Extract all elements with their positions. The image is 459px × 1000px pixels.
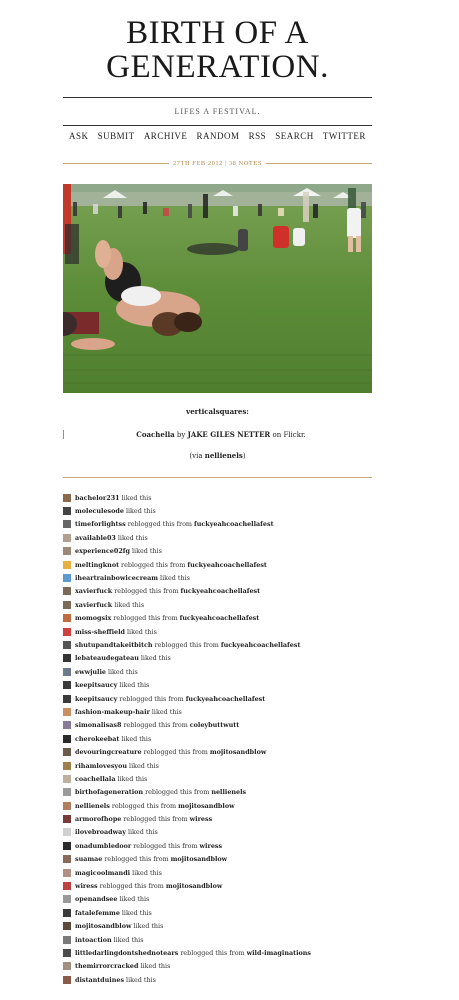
note-item xyxy=(63,652,372,665)
note-item xyxy=(63,893,372,906)
note-user-link[interactable]: ewwjulie xyxy=(75,667,106,676)
notes-list xyxy=(63,491,372,986)
note-action: liked this xyxy=(140,962,171,971)
post-via xyxy=(63,451,372,460)
note-user-link[interactable]: fatalefemme xyxy=(75,908,120,917)
note-item xyxy=(63,759,372,772)
avatar[interactable] xyxy=(63,775,71,783)
avatar[interactable] xyxy=(63,654,71,662)
note-user-link[interactable]: nellienels xyxy=(75,801,110,810)
note-item xyxy=(63,665,372,678)
note-item xyxy=(63,491,372,504)
note-user-link[interactable]: ilovebroadway xyxy=(75,828,126,837)
meta-line-right xyxy=(266,163,372,164)
note-action: reblogged this from xyxy=(154,640,219,649)
note-user-link[interactable]: wiress xyxy=(75,882,98,891)
note-action: liked this xyxy=(117,774,148,783)
avatar[interactable] xyxy=(63,681,71,689)
avatar[interactable] xyxy=(63,628,71,636)
note-action: reblogged this from xyxy=(119,694,184,703)
note-action: reblogged this from xyxy=(114,587,179,596)
note-item xyxy=(63,826,372,839)
post-caption-quote xyxy=(63,430,372,439)
post-photo[interactable] xyxy=(63,184,372,393)
note-item xyxy=(63,638,372,651)
note-action: reblogged this from xyxy=(104,855,169,864)
note-user-link[interactable]: xavierfuck xyxy=(75,600,113,609)
note-action: liked this xyxy=(129,761,159,770)
caption-author-link[interactable]: JAKE GILES NETTER xyxy=(187,430,271,439)
note-item xyxy=(63,719,372,732)
main-navigation xyxy=(63,131,372,141)
note-item xyxy=(63,678,372,691)
note-from-link[interactable]: fuckyeahcoachellafest xyxy=(194,520,274,529)
note-user-link[interactable]: iheartrainbowicecream xyxy=(75,574,159,583)
avatar[interactable] xyxy=(63,855,71,863)
note-user-link[interactable]: keepitsaucy xyxy=(75,694,118,703)
note-user-link[interactable]: intoaction xyxy=(75,935,112,944)
note-from-link[interactable]: nellienels xyxy=(211,788,247,797)
avatar[interactable] xyxy=(63,882,71,890)
avatar[interactable] xyxy=(63,708,71,716)
note-action: liked this xyxy=(126,975,156,984)
nav-twitter[interactable]: TWITTER xyxy=(322,131,366,141)
note-action: reblogged this from xyxy=(121,560,186,569)
note-from-link[interactable]: mojitosandblow xyxy=(165,882,223,891)
note-item xyxy=(63,585,372,598)
note-user-link[interactable]: magicoolmandi xyxy=(75,868,131,877)
blog-tagline: LIFES A FESTIVAL. xyxy=(174,107,261,116)
nav-search[interactable]: SEARCH xyxy=(275,131,314,141)
post-notes-count[interactable]: 38 NOTES xyxy=(228,160,262,167)
avatar[interactable] xyxy=(63,949,71,957)
note-action: liked this xyxy=(151,707,182,716)
note-action: reblogged this from xyxy=(123,815,188,824)
note-user-link[interactable]: miss-sheffield xyxy=(75,627,125,636)
note-action: liked this xyxy=(121,493,152,502)
note-user-link[interactable]: armorofhope xyxy=(75,815,122,824)
note-user-link[interactable]: shutupandtakeitbitch xyxy=(75,640,153,649)
meta-separator: | xyxy=(224,160,227,167)
note-item xyxy=(63,625,372,638)
via-user-link[interactable]: nellienels xyxy=(204,451,243,460)
note-user-link[interactable]: available03 xyxy=(75,533,116,542)
note-action: reblogged this from xyxy=(145,788,210,797)
note-action: liked this xyxy=(121,734,152,743)
note-from-link[interactable]: mojitosandblow xyxy=(170,855,228,864)
note-user-link[interactable]: littledarlingdontshednotears xyxy=(75,948,179,957)
note-from-link[interactable]: mojitosandblow xyxy=(209,748,267,757)
note-action: liked this xyxy=(140,654,171,663)
note-item xyxy=(63,960,372,973)
note-action: reblogged this from xyxy=(99,882,164,891)
nav-rss[interactable]: RSS xyxy=(248,131,267,141)
note-user-link[interactable]: fashion-makeup-hair xyxy=(75,707,150,716)
note-action: liked this xyxy=(126,627,157,636)
note-from-link[interactable]: fuckyeahcoachellafest xyxy=(180,587,261,596)
note-from-link[interactable]: mojitosandblow xyxy=(178,801,235,810)
note-from-link[interactable]: fuckyeahcoachellafest xyxy=(185,694,266,703)
note-action: reblogged this from xyxy=(113,614,178,623)
note-user-link[interactable]: keepitsaucy xyxy=(75,681,118,690)
note-item xyxy=(63,545,372,558)
note-user-link[interactable]: xavierfuck xyxy=(75,587,113,596)
avatar[interactable] xyxy=(63,668,71,676)
note-user-link[interactable]: bachelor231 xyxy=(75,493,120,502)
note-item xyxy=(63,504,372,517)
blog-title[interactable]: BIRTH OF A GENERATION. xyxy=(106,15,329,85)
note-from-link[interactable]: wiress xyxy=(189,815,213,824)
note-action: liked this xyxy=(121,908,152,917)
avatar[interactable] xyxy=(63,922,71,930)
note-action: liked this xyxy=(113,935,144,944)
note-user-link[interactable]: coachellala xyxy=(75,774,116,783)
nav-ask[interactable]: ASK xyxy=(69,131,89,141)
note-item xyxy=(63,946,372,959)
note-action: liked this xyxy=(119,895,150,904)
post-meta xyxy=(169,160,266,167)
caption-title-link[interactable]: Coachella xyxy=(136,430,175,439)
note-user-link[interactable]: experience02fg xyxy=(75,547,130,556)
meta-line-left xyxy=(63,163,169,164)
note-user-link[interactable]: mojitosandblow xyxy=(75,922,132,931)
header-divider-bottom xyxy=(63,125,372,126)
note-item xyxy=(63,571,372,584)
note-item xyxy=(63,732,372,745)
note-action: liked this xyxy=(114,600,145,609)
note-user-link[interactable]: momogsix xyxy=(75,614,112,623)
note-user-link[interactable]: cherokeebat xyxy=(75,734,120,743)
avatar[interactable] xyxy=(63,641,71,649)
note-item xyxy=(63,745,372,758)
post-date[interactable]: 27TH FEB 2012 xyxy=(173,160,223,167)
note-item xyxy=(63,518,372,531)
note-user-link[interactable]: devouringcreature xyxy=(75,748,142,757)
avatar[interactable] xyxy=(63,561,71,569)
avatar[interactable] xyxy=(63,788,71,796)
note-item xyxy=(63,705,372,718)
note-user-link[interactable]: openandsee xyxy=(75,895,118,904)
avatar[interactable] xyxy=(63,601,71,609)
note-item xyxy=(63,692,372,705)
note-from-link[interactable]: wild-imaginations xyxy=(246,948,312,957)
note-from-link[interactable]: fuckyeahcoachellafest xyxy=(187,560,267,569)
note-user-link[interactable]: timeforlightss xyxy=(75,520,126,529)
note-user-link[interactable]: lebateaudegateau xyxy=(75,654,139,663)
note-action: reblogged this from xyxy=(111,801,177,810)
avatar[interactable] xyxy=(63,869,71,877)
avatar[interactable] xyxy=(63,895,71,903)
note-item xyxy=(63,879,372,892)
avatar[interactable] xyxy=(63,494,71,502)
note-user-link[interactable]: rihamlovesyou xyxy=(75,761,128,770)
avatar[interactable] xyxy=(63,534,71,542)
avatar[interactable] xyxy=(63,614,71,622)
header-divider-top xyxy=(63,97,372,98)
note-item xyxy=(63,772,372,785)
note-user-link[interactable]: birthofageneration xyxy=(75,788,144,797)
avatar[interactable] xyxy=(63,815,71,823)
note-action: liked this xyxy=(107,667,138,676)
note-action: liked this xyxy=(117,533,148,542)
note-item xyxy=(63,906,372,919)
note-item xyxy=(63,558,372,571)
note-action: reblogged this from xyxy=(143,748,208,757)
note-action: liked this xyxy=(133,922,164,931)
note-user-link[interactable]: suamae xyxy=(75,855,103,864)
note-item xyxy=(63,933,372,946)
note-item xyxy=(63,799,372,812)
note-action: reblogged this from xyxy=(180,948,245,957)
note-item xyxy=(63,612,372,625)
note-action: liked this xyxy=(132,547,162,556)
note-action: liked this xyxy=(125,507,156,516)
note-from-link[interactable]: fuckyeahcoachellafest xyxy=(220,640,301,649)
blog-container xyxy=(63,0,372,986)
avatar[interactable] xyxy=(63,587,71,595)
note-item xyxy=(63,812,372,825)
note-item xyxy=(63,786,372,799)
note-item xyxy=(63,853,372,866)
note-action: liked this xyxy=(127,828,158,837)
note-user-link[interactable]: moleculesode xyxy=(75,507,124,516)
avatar[interactable] xyxy=(63,721,71,729)
avatar[interactable] xyxy=(63,976,71,984)
note-user-link[interactable]: simonalisas8 xyxy=(75,721,122,730)
avatar[interactable] xyxy=(63,828,71,836)
note-item xyxy=(63,920,372,933)
via-open: (via xyxy=(189,452,203,460)
avatar[interactable] xyxy=(63,735,71,743)
avatar[interactable] xyxy=(63,802,71,810)
note-user-link[interactable]: distantduines xyxy=(75,975,125,984)
avatar[interactable] xyxy=(63,842,71,850)
avatar[interactable] xyxy=(63,936,71,944)
nav-archive[interactable]: ARCHIVE xyxy=(143,131,188,141)
note-item xyxy=(63,866,372,879)
nav-random[interactable]: RANDOM xyxy=(196,131,240,141)
festival-photo-image xyxy=(63,184,372,393)
caption-on: on Flickr. xyxy=(272,431,306,439)
note-action: liked this xyxy=(132,868,162,877)
note-action: liked this xyxy=(119,681,150,690)
note-item xyxy=(63,839,372,852)
caption-by: by xyxy=(176,431,186,439)
note-action: reblogged this from xyxy=(123,721,188,730)
via-close: ) xyxy=(242,452,246,460)
note-from-link[interactable]: wiress xyxy=(199,841,223,850)
note-user-link[interactable]: meltingknot xyxy=(75,560,120,569)
avatar[interactable] xyxy=(63,574,71,582)
avatar[interactable] xyxy=(63,695,71,703)
avatar[interactable] xyxy=(63,909,71,917)
nav-submit[interactable]: SUBMIT xyxy=(97,131,135,141)
note-from-link[interactable]: fuckyeahcoachellafest xyxy=(179,614,260,623)
note-action: liked this xyxy=(160,574,190,583)
avatar[interactable] xyxy=(63,520,71,528)
note-item xyxy=(63,531,372,544)
note-item xyxy=(63,973,372,986)
avatar[interactable] xyxy=(63,547,71,555)
note-action: reblogged this from xyxy=(127,520,192,529)
avatar[interactable] xyxy=(63,762,71,770)
post-source-user[interactable]: verticalsquares: xyxy=(186,407,249,416)
avatar[interactable] xyxy=(63,962,71,970)
note-user-link[interactable]: onadumbledoor xyxy=(75,841,132,850)
avatar[interactable] xyxy=(63,748,71,756)
notes-divider xyxy=(63,477,372,478)
avatar[interactable] xyxy=(63,507,71,515)
note-user-link[interactable]: themirrorcracked xyxy=(75,962,139,971)
note-action: reblogged this from xyxy=(133,841,198,850)
post-meta-row xyxy=(63,160,372,167)
note-from-link[interactable]: coleybuttwutt xyxy=(189,721,240,730)
note-item xyxy=(63,598,372,611)
